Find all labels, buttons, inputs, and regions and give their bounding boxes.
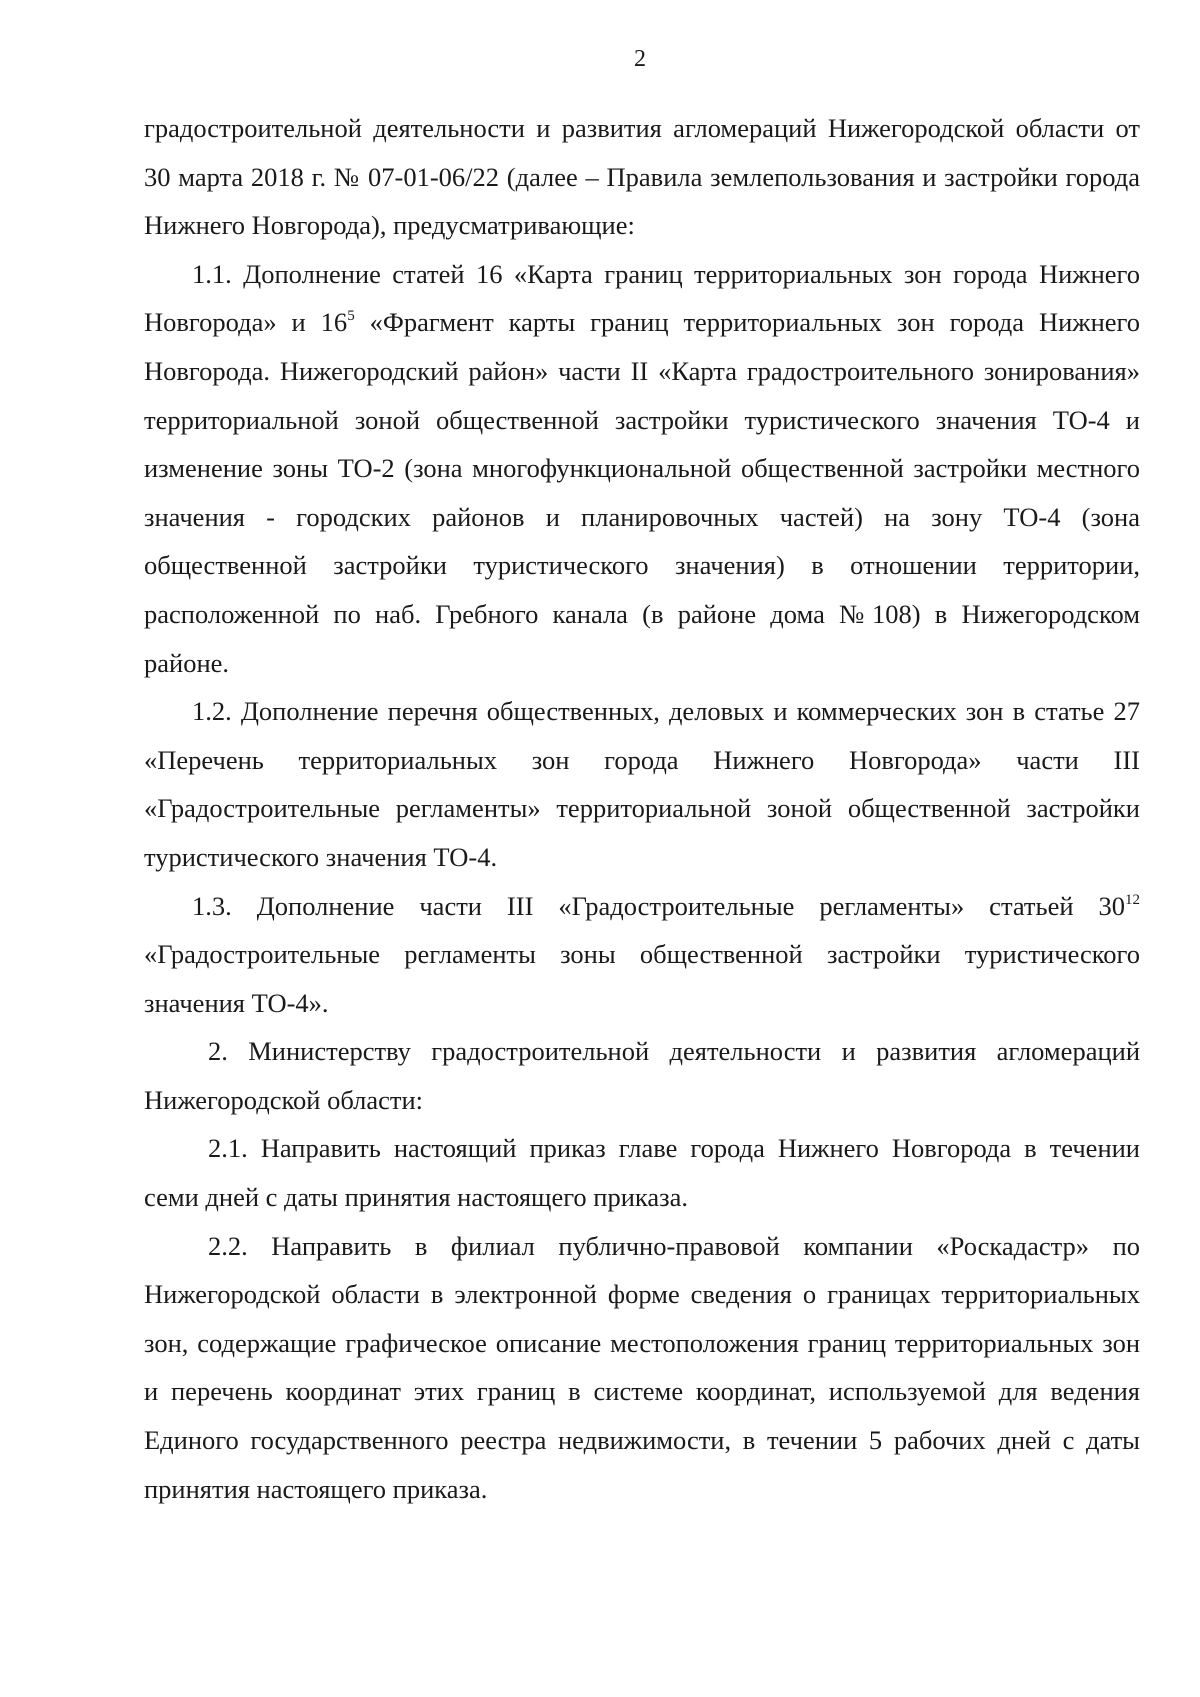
- paragraph-1-3-text-start: 1.3. Дополнение части III «Градостроительные регламенты» статьей 30: [192, 890, 1125, 921]
- document-body: [144, 104, 1140, 1513]
- paragraph-1-1-text-start: 1.1. Дополнение статей 16 «Карта границ территориальных зон города Нижнего Новгорода» и 16: [144, 258, 1140, 338]
- paragraph-2-1: 2.1. Направить настоящий приказ главе города Нижнего Новгорода в течении семи дней с даты принятия настоящего приказа.: [144, 1133, 1140, 1213]
- paragraph-2-2: 2.2. Направить в филиал публично-правовой компании «Роскадастр» по Нижегородской области в электронной форме сведения о границах территориальных зон, содержащие графическое описание местоположения границ территориальных зон и перечень координат этих границ в системе координат, используемой для ведения Единого государственного реестра недвижимости, в течении 5 рабочих дней с даты принятия настоящего приказа.: [144, 1230, 1140, 1504]
- paragraph-continuation: градостроительной деятельности и развития агломераций Нижегородской области от 30 марта 2018 г. № 07-01-06/22 (далее – Правила землепользования и застройки города Нижнего Новгорода), предусматривающие:: [144, 113, 1140, 241]
- paragraph-1-1: [144, 250, 1140, 687]
- page-number: 2: [634, 46, 646, 72]
- paragraph-1-1-text-end: «Фрагмент карты границ территориальных зон города Нижнего Новгорода. Нижегородский район» части II «Карта градостроительного зонирования» территориальной зоной общественной застройки туристического значения ТО-4 и изменение зоны ТО-2 (зона многофункциональной общественной застройки местного значения - городских районов и планировочных частей) на зону ТО-4 (зона общественной застройки туристического значения) в отношении территории, расположенной по наб. Гребного канала (в районе дома №108) в Нижегородском районе.: [144, 307, 1141, 678]
- paragraph-1-2: 1.2. Дополнение перечня общественных, деловых и коммерческих зон в статье 27 «Перечень территориальных зон города Нижнего Новгорода» части III «Градостроительные регламенты» территориальной зоной общественной застройки туристического значения ТО-4.: [144, 696, 1140, 872]
- superscript-5: 5: [347, 308, 355, 325]
- paragraph-1-3-text-end: «Градостроительные регламенты зоны общественной застройки туристического значения ТО-4».: [144, 939, 1140, 1018]
- paragraph-1-3: [144, 882, 1140, 1028]
- paragraph-2: 2. Министерству градостроительной деятельности и развития агломераций Нижегородской области:: [144, 1036, 1140, 1115]
- superscript-12: 12: [1125, 891, 1140, 908]
